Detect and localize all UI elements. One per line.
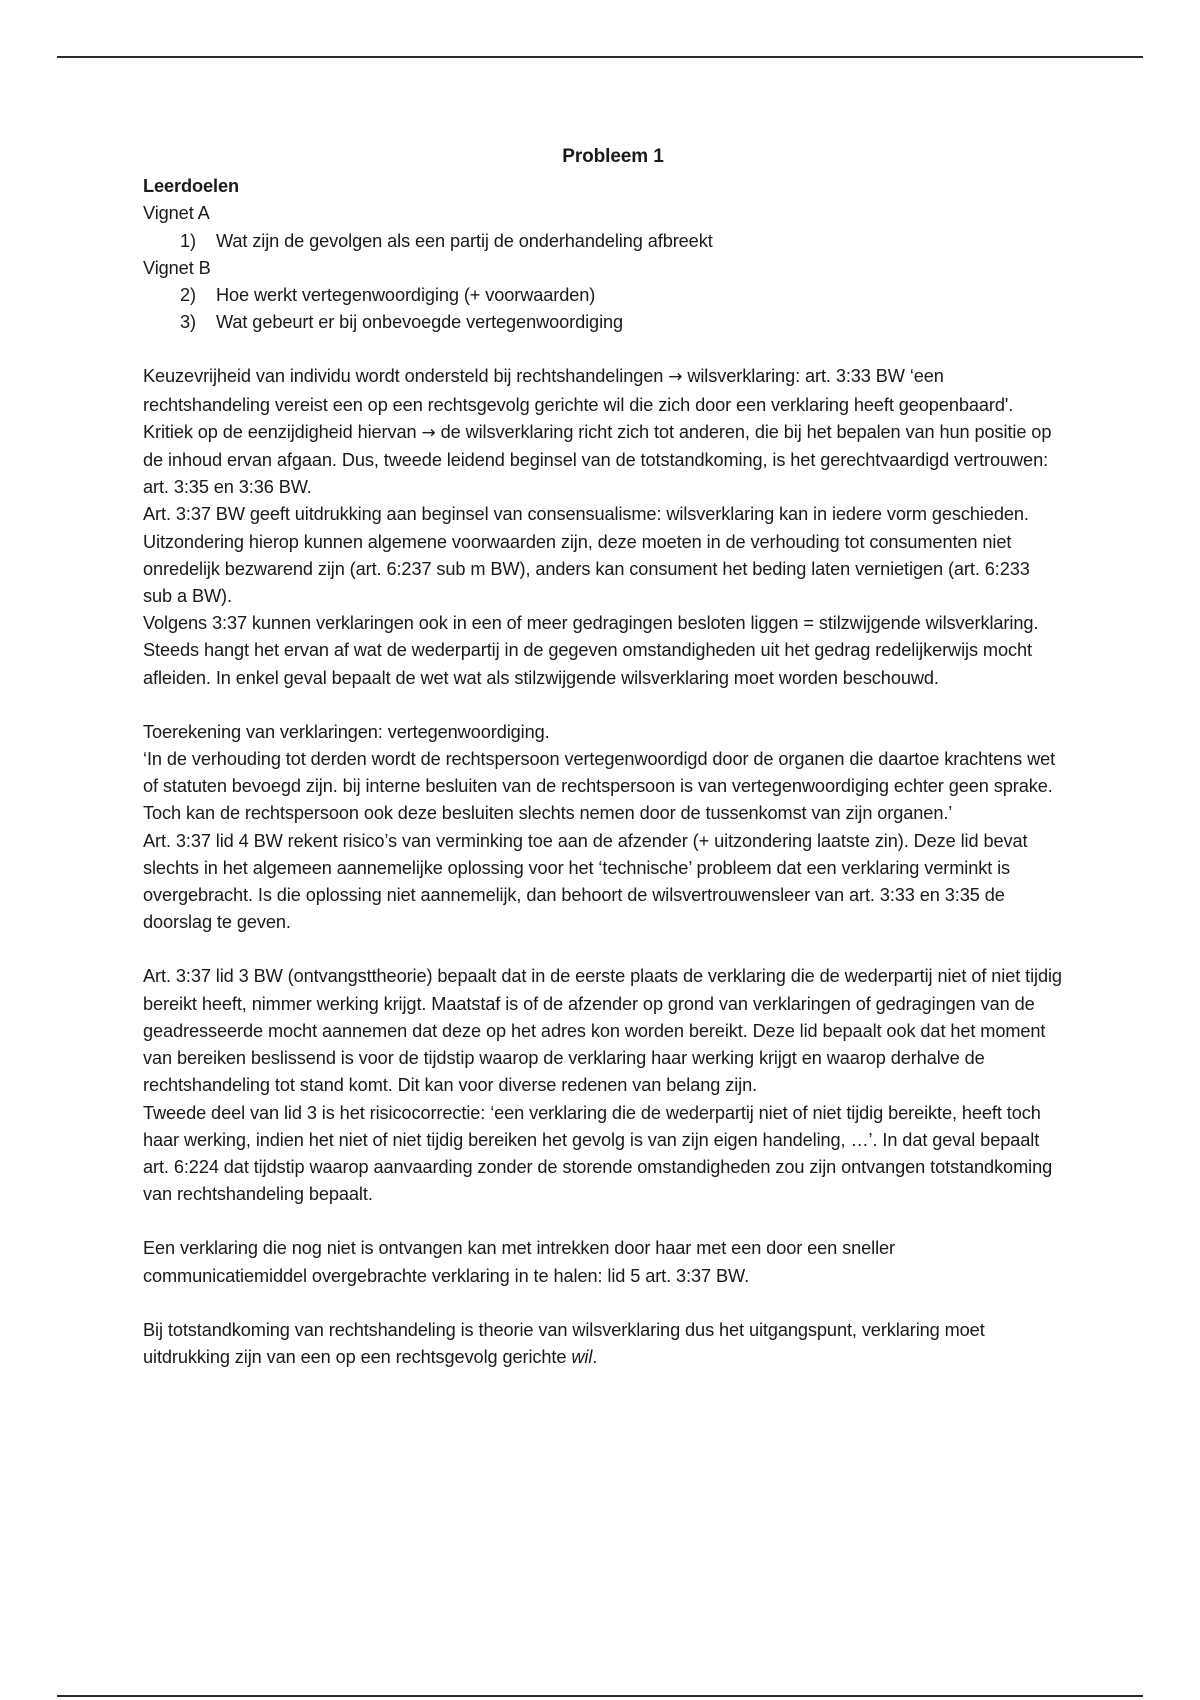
document-title: Probleem 1	[562, 146, 664, 167]
list-item-text: Wat zijn de gevolgen als een partij de onderhandeling afbreekt	[216, 230, 713, 251]
paragraph-text: Bij totstandkoming van rechtshandeling is theorie van wilsverklaring dus het uitgangspunt, verklaring moet uitdrukking zijn van een op een rechtsgevolg gerichte	[143, 1319, 985, 1367]
list-item-number: 2)	[180, 285, 196, 306]
right-arrow-icon: →	[668, 367, 683, 388]
paragraph-spacer	[143, 1208, 1063, 1235]
vignet-b-label: Vignet B	[143, 257, 211, 278]
paragraph-text: Keuzevrijheid van individu wordt ondersteld bij rechtshandelingen	[143, 366, 669, 387]
paragraph-spacer	[143, 336, 1063, 363]
footer-rule	[57, 1695, 1143, 1697]
paragraph-withdrawal: Een verklaring die nog niet is ontvangen kan met intrekken door haar met een door een sneller communicatiemiddel overgebrachte verklaring in te halen: lid 5 art. 3:37 BW.	[143, 1238, 896, 1286]
list-item-number: 3)	[180, 312, 196, 333]
paragraph-spacer	[143, 1290, 1063, 1317]
paragraph-consensus-intro	[143, 363, 1063, 418]
paragraph-spacer	[143, 692, 1063, 719]
paragraph-mutilation-risk: Art. 3:37 lid 4 BW rekent risico’s van verminking toe aan de afzender (+ uitzondering laatste zin). Deze lid bevat slechts in het algemeen aannemelijke oplossing voor het ‘technische’ probleem dat een verklaring verminkt is overgebracht. Is die oplossing niet aannemelijk, dan behoort de wilsvertrouwensleer van art. 3:33 en 3:35 de doorslag te geven.	[143, 830, 1028, 933]
list-item-number: 1)	[180, 230, 196, 251]
list-item-text: Wat gebeurt er bij onbevoegde vertegenwoordiging	[216, 312, 624, 333]
paragraph-text: wilsverklaring: art. 3:33 BW ‘een rechtshandeling vereist een op een rechtsgevolg gerichte wil die zich door een verklaring heeft geopenbaard'.	[143, 366, 1014, 415]
document-page	[143, 143, 1063, 1371]
paragraph-risk-correction: Tweede deel van lid 3 is het risicocorrectie: ‘een verklaring die de wederpartij niet of niet tijdig bereikte, heeft toch haar werking, indien het niet of niet tijdig bereiken het gevolg is van zijn eigen handeling, …’. In dat geval bepaalt art. 6:224 dat tijdstip waarop aanvaarding zonder de storende omstandigheden zou zijn ontvangen totstandkoming van rechtshandeling bepaalt.	[143, 1102, 1053, 1205]
right-arrow-icon: →	[421, 422, 436, 443]
paragraph-text: Kritiek op de eenzijdigheid hiervan	[143, 421, 422, 442]
paragraph-tacit-declaration: Volgens 3:37 kunnen verklaringen ook in een of meer gedragingen besloten liggen = stilzwijgende wilsverklaring. Steeds hangt het ervan af wat de wederpartij in de gegeven omstandigheden uit het gedrag redelijkerwijs mocht afleiden. In enkel geval bepaalt de wet wat als stilzwijgende wilsverklaring moet worden beschouwd.	[143, 613, 1039, 688]
paragraph-spacer	[143, 936, 1063, 963]
list-item-text: Hoe werkt vertegenwoordiging (+ voorwaarden)	[216, 285, 596, 306]
header-rule	[57, 56, 1143, 58]
list-item	[143, 309, 1063, 336]
learning-goals-heading: Leerdoelen	[143, 176, 240, 197]
paragraph-conclusion	[143, 1317, 1063, 1371]
paragraph-text: de wilsverklaring richt zich tot anderen, die bij het bepalen van hun positie op de inhoud ervan afgaan. Dus, tweede leidend beginsel van de totstandkoming, is het gerechtvaardigd vertrouwen: art. 3:35 en 3:36 BW.	[143, 421, 1052, 498]
paragraph-reception-theory: Art. 3:37 lid 3 BW (ontvangsttheorie) bepaalt dat in de eerste plaats de verklaring die de wederpartij niet of niet tijdig bereikt heeft, nimmer werking krijgt. Maatstaf is of de afzender op grond van verklaringen of gedragingen van de geadresseerde mocht aannemen dat deze op het adres kon worden bereikt. Deze lid bepaalt ook dat het moment van bereiken beslissend is voor de tijdstip waarop de verklaring haar werking krijgt en waarop derhalve de rechtshandeling tot stand komt. Dit kan voor diverse redenen van belang zijn.	[143, 966, 1062, 1096]
list-item	[143, 282, 1063, 309]
paragraph-critique	[143, 419, 1063, 502]
paragraph-legal-person-quote: ‘In de verhouding tot derden wordt de rechtspersoon vertegenwoordigd door de organen die daartoe krachtens wet of statuten bevoegd zijn. bij interne besluiten van de rechtspersoon is van vertegenwoordiging echter geen sprake. Toch kan de rechtspersoon ook deze besluiten slechts nemen door de tussenkomst van zijn organen.’	[143, 749, 1056, 824]
paragraph-text: .	[592, 1346, 598, 1367]
vignet-a-label: Vignet A	[143, 203, 210, 224]
emphasis-text: wil	[571, 1346, 593, 1367]
paragraph-consensualism: Art. 3:37 BW geeft uitdrukking aan beginsel van consensualisme: wilsverklaring kan in iedere vorm geschieden. Uitzondering hierop kunnen algemene voorwaarden zijn, deze moeten in de verhouding tot consumenten niet onredelijk bezwarend zijn (art. 6:237 sub m BW), anders kan consument het beding laten vernietigen (art. 6:233 sub a BW).	[143, 504, 1030, 607]
paragraph-attribution: Toerekening van verklaringen: vertegenwoordiging.	[143, 721, 550, 742]
list-item	[143, 228, 1063, 255]
